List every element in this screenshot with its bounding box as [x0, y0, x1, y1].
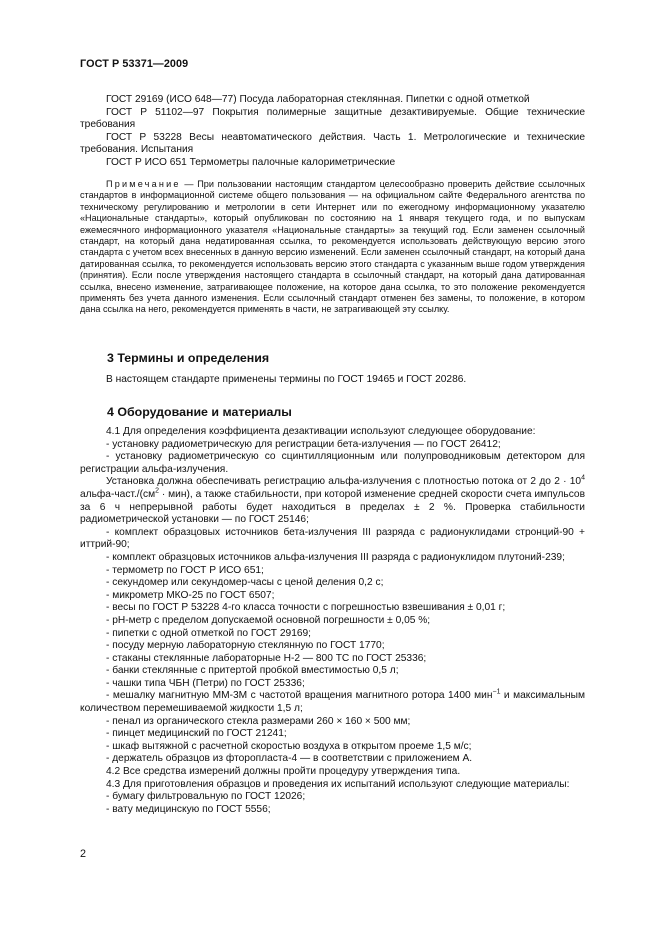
- section-4-title: 4 Оборудование и материалы: [107, 405, 292, 419]
- list-item: - пенал из органического стекла размерами 260 × 160 × 500 мм;: [106, 715, 411, 727]
- list-item: - pH-метр с пределом допускаемой основной погрешности ± 0,05 %;: [106, 614, 431, 626]
- list-item: - установку радиометрическую для регистрации бета-излучения — по ГОСТ 26412;: [106, 438, 501, 450]
- note-text: — При пользовании настоящим стандартом целесообразно проверить действие ссылочных стандартов в информационной системе общего пользования — на официальном сайте Федерального агентства по техническому регулированию и метрологии в сети Интернет или по ежегодному информационному указателю «Национальные стандарты», который опубликован по состоянию на 1 января текущего года, и по выпускам ежемесячного информационного указателя «Национальные стандарты» за текущий год. Если заменен ссылочный стандарт, на который дана недатированная ссылка, то рекомендуется использовать действующую версию этого стандарта с учетом всех внесенных в данную версию изменений. Если заменен ссылочный стандарт, на который дана датированная ссылка, то рекомендуется использовать версию этого стандарта с указанным выше годом утверждения (принятия). Если после утверждения настоящего стандарта в ссылочный стандарт, на который дана датированная ссылка, внесено изменение, затрагивающее положение, на которое дана ссылка, то это положение рекомендуется применять без учета данного изменения. Если ссылочный стандарт отменен без замены, то положение, в котором дана ссылка на него, рекомендуется применять в части, не затрагивающей эту ссылку.: [80, 179, 585, 315]
- list-item: - стаканы стеклянные лабораторные Н-2 — 800 ТС по ГОСТ 25336;: [106, 652, 427, 664]
- list-item: - банки стеклянные с притертой пробкой вместимостью 0,5 л;: [106, 665, 399, 677]
- page-number: 2: [80, 848, 87, 860]
- list-item: - посуду мерную лабораторную стеклянную по ГОСТ 1770;: [106, 640, 385, 652]
- section-3-title: 3 Термины и определения: [107, 351, 270, 365]
- list-item: - пипетки с одной отметкой по ГОСТ 29169;: [106, 627, 312, 639]
- list-item: - пинцет медицинский по ГОСТ 21241;: [106, 728, 287, 740]
- note-label: Примечание: [106, 179, 181, 189]
- reference-item: ГОСТ Р ИСО 651 Термометры палочные калориметрические: [106, 156, 396, 168]
- list-item: - бумагу фильтровальную по ГОСТ 12026;: [106, 791, 306, 803]
- list-item: - установку радиометрическую со сцинтилляционным или полупроводниковым детектором для регистрации альфа-излучения.: [80, 451, 585, 475]
- list-item: - держатель образцов из фторопласта-4 — в соответствии с приложением А.: [106, 753, 473, 765]
- installation-requirements: Установка должна обеспечивать регистрацию альфа-излучения с плотностью потока от 2 до $2 \cdot 10^4$ альфа-$част./(см^2 \cdot мин)$, а также стабильности, при которой изменение средней скорости счета импульсов за 6 ч непрерывной работы будет находиться в пределах ± 2 %. Проверка стабильности радиометрической установки — по ГОСТ 25146;: [80, 474, 585, 526]
- note-block: [80, 179, 585, 316]
- list-item: - секундомер или секундомер-часы с ценой деления 0,2 с;: [106, 577, 384, 589]
- section-3-text: В настоящем стандарте применены термины по ГОСТ 19465 и ГОСТ 20286.: [106, 374, 467, 385]
- normative-references: [80, 94, 585, 170]
- list-item: - термометр по ГОСТ Р ИСО 651;: [106, 564, 264, 576]
- section-4-body: [80, 426, 585, 816]
- list-item: - мешалку магнитную ММ-3М с частотой вращения магнитного ротора 1400 мин$^{-1}$ и максимальным количеством перемешиваемой жидкости 1,5 л;: [80, 689, 585, 715]
- reference-item: ГОСТ Р 53228 Весы неавтоматического действия. Часть 1. Метрологические и технические требования. Испытания: [80, 131, 585, 156]
- list-item: - вату медицинскую по ГОСТ 5556;: [106, 803, 271, 815]
- list-item: - комплект образцовых источников бета-излучения III разряда с радионуклидами стронций-90 + иттрий-90;: [80, 526, 585, 551]
- list-item: - шкаф вытяжной с расчетной скоростью воздуха в открытом проеме 1,5 м/с;: [106, 740, 472, 752]
- list-item: - весы по ГОСТ Р 53228 4-го класса точности с погрешностью взвешивания ± 0,01 г;: [106, 602, 506, 614]
- list-item: - комплект образцовых источников альфа-излучения III разряда с радионуклидом плутоний-239;: [106, 551, 565, 563]
- reference-item: ГОСТ Р 51102—97 Покрытия полимерные защитные дезактивируемые. Общие технические требования: [80, 106, 585, 131]
- paragraph-4-1: 4.1 Для определения коэффициента дезактивации используют следующее оборудование:: [106, 426, 536, 437]
- list-item: - чашки типа ЧБН (Петри) по ГОСТ 25336;: [106, 677, 305, 689]
- paragraph-4-3: 4.3 Для приготовления образцов и проведения их испытаний используют следующие материалы:: [106, 778, 570, 790]
- list-item: - микрометр МКО-25 по ГОСТ 6507;: [106, 589, 275, 601]
- reference-item: ГОСТ 29169 (ИСО 648—77) Посуда лабораторная стеклянная. Пипетки с одной отметкой: [106, 94, 530, 105]
- document-header: ГОСТ Р 53371—2009: [80, 58, 189, 70]
- paragraph-4-2: 4.2 Все средства измерений должны пройти процедуру утверждения типа.: [106, 766, 461, 778]
- section-3-body: [80, 374, 585, 387]
